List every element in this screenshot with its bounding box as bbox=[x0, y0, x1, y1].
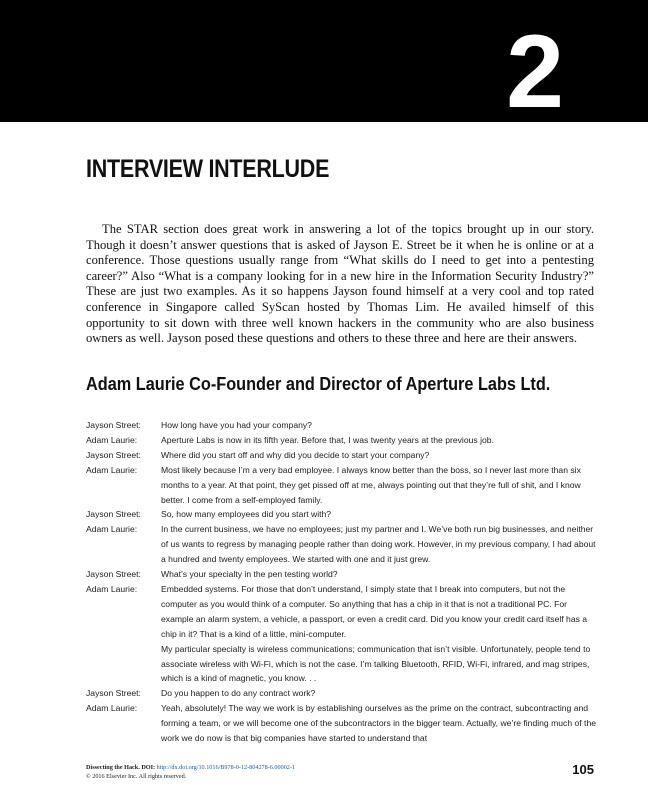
dialogue-turn bbox=[86, 522, 598, 567]
dialogue-turn bbox=[86, 686, 598, 701]
dialogue-turn bbox=[86, 418, 598, 433]
dialogue-turn bbox=[86, 463, 598, 508]
speaker-name: Jayson Street: bbox=[86, 569, 141, 580]
doi-link[interactable]: http://dx.doi.org/10.1016/B978-0-12-804278-6.00002-1 bbox=[156, 764, 296, 771]
doi-label: DOI: bbox=[141, 764, 156, 771]
interview-dialogue bbox=[86, 418, 598, 746]
speaker-name: Jayson Street: bbox=[86, 509, 141, 520]
speech-text: Aperture Labs is now in its fifth year. Before that, I was twenty years at the previous job. bbox=[161, 434, 494, 445]
chapter-title: INTERVIEW INTERLUDE bbox=[86, 155, 330, 183]
speaker-name: Jayson Street: bbox=[86, 688, 141, 699]
speech-text: What’s your specialty in the pen testing world? bbox=[161, 569, 338, 580]
section-heading: Adam Laurie Co-Founder and Director of Aperture Labs Ltd. bbox=[86, 373, 551, 394]
dialogue-turn bbox=[86, 448, 598, 463]
speech-text: Do you happen to do any contract work? bbox=[161, 688, 316, 699]
speech-text: So, how many employees did you start with? bbox=[161, 509, 332, 520]
speech-text: Most likely because I’m a very bad employee. I always know better than the boss, so I never last more than six months to a year. At that point, they get pissed off at me, always pointing out that they’re full of shit, and I know better. I come from a self-employed family. bbox=[161, 464, 581, 505]
intro-paragraph: The STAR section does great work in answering a lot of the topics brought up in our story. Though it doesn’t answer questions that is asked of Jayson E. Street be it when he is online or at a conference. Those questions usually range from “What skills do I need to get into a pentesting career?” Also “What is a company looking for in a new hire in the Information Security Industry?” These are just two examples. As it so happens Jayson found himself at a very cool and top rated conference in Singapore called SyScan hosted by Thomas Lim. He availed himself of this opportunity to sit down with three well known hackers in the community who are also business owners as well. Jayson posed these questions and others to these three and here are their answers. bbox=[86, 222, 594, 346]
page-number: 105 bbox=[572, 762, 594, 777]
speaker-name: Adam Laurie: bbox=[86, 464, 138, 475]
speaker-name: Adam Laurie: bbox=[86, 583, 138, 594]
dialogue-turn bbox=[86, 507, 598, 522]
speaker-name: Adam Laurie: bbox=[86, 524, 138, 535]
speech-text: My particular specialty is wireless communications; communication that isn’t visible. Unfortunately, people tend to associate wireless with Wi-Fi, which is not the case. I’m talking Bluetooth, RFID, Wi-Fi, infrared, and mag stripes, which is a kind of magnetic, you know. . . bbox=[161, 643, 591, 684]
speaker-name: Jayson Street: bbox=[86, 420, 141, 430]
speech-text: Yeah, absolutely! The way we work is by establishing ourselves as the prime on the contract, subcontracting and forming a team, or we will become one of the subcontractors in the bigger team. Actually, we’re finding much of the work we do now is that big companies have started to understand that bbox=[161, 703, 596, 744]
dialogue-turn bbox=[86, 567, 598, 582]
dialogue-turn bbox=[86, 642, 598, 687]
speech-text: Where did you start off and why did you decide to start your company? bbox=[161, 449, 430, 460]
speech-text: How long have you had your company? bbox=[161, 420, 312, 430]
speaker-name bbox=[86, 642, 161, 687]
chapter-banner bbox=[0, 0, 648, 130]
speech-text: Embedded systems. For those that don’t understand, I simply state that I break into computers, but not the computer as you would think of a computer. So anything that has a chip in it that is not a traditional PC. For example an alarm system, a vehicle, a passport, or even a credit card. Did you know your credit card itself has a chip in it? That is a kind of a little, mini-computer. bbox=[161, 583, 588, 639]
chapter-number: 2 bbox=[506, 14, 562, 130]
speaker-name: Adam Laurie: bbox=[86, 434, 138, 445]
footer-citation bbox=[86, 763, 295, 781]
dialogue-turn bbox=[86, 701, 598, 746]
dialogue-turn bbox=[86, 582, 598, 642]
copyright-notice: © 2016 Elsevier Inc. All rights reserved. bbox=[86, 773, 187, 780]
speaker-name: Jayson Street: bbox=[86, 449, 141, 460]
speech-text: In the current business, we have no employees; just my partner and I. We’ve both run big businesses, and neither of us wants to regress by managing people rather than doing work. However, in my previous company, I had about a hundred and twenty employees. We started with one and it just grew. bbox=[161, 524, 596, 565]
dialogue-turn bbox=[86, 433, 598, 448]
speaker-name: Adam Laurie: bbox=[86, 703, 138, 714]
book-title: Dissecting the Hack. bbox=[86, 764, 140, 771]
